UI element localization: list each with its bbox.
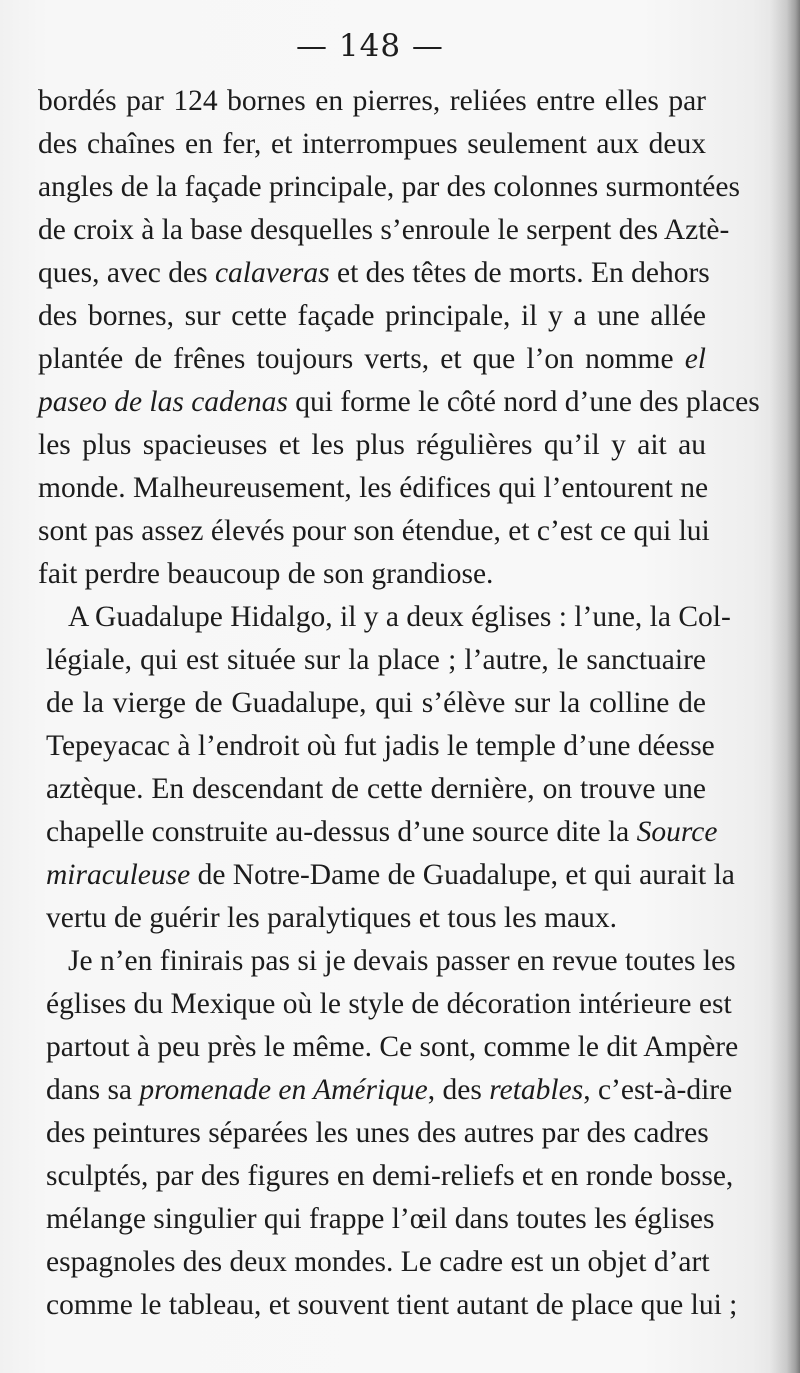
text-segment: bordés par 124 bornes en pierres, reliées entre elles par	[38, 85, 706, 117]
text-segment: églises du Mexique où le style de décoration intérieure est	[46, 988, 732, 1020]
text-segment: Tepeyacac à l’endroit où fut jadis le temple d’une déesse	[46, 730, 715, 762]
text-segment: aztèque. En descendant de cette dernière, on trouve une	[46, 773, 706, 805]
text-segment: chapelle construite au-dessus d’une source dite la	[46, 816, 637, 848]
text-line	[38, 811, 718, 854]
text-line	[38, 295, 706, 338]
text-line	[38, 983, 732, 1026]
text-segment: des peintures séparées les unes des autres par des cadres	[46, 1117, 709, 1149]
text-line	[38, 768, 706, 811]
italic-text: miraculeuse	[46, 859, 191, 891]
text-line	[38, 596, 731, 639]
text-segment: monde. Malheureusement, les édifices qui l’entourent ne	[38, 472, 709, 504]
text-line	[38, 682, 706, 725]
text-line	[38, 1155, 734, 1198]
text-line	[38, 123, 706, 166]
text-line	[38, 467, 709, 510]
page-number: — 148 —	[296, 28, 444, 64]
text-segment: vertu de guérir les paralytiques et tous les maux.	[46, 902, 617, 934]
page-binding-shadow	[770, 0, 800, 1373]
text-line	[38, 725, 715, 768]
text-segment: et des têtes de morts. En dehors	[329, 257, 710, 289]
text-segment: de la vierge de Guadalupe, qui s’élève sur la colline de	[46, 687, 706, 719]
text-segment: des bornes, sur cette façade principale, il y a une allée	[38, 300, 706, 332]
text-line	[38, 166, 740, 209]
text-line	[38, 338, 706, 381]
text-line	[38, 553, 706, 596]
text-line	[38, 1069, 733, 1112]
text-segment: mélange singulier qui frappe l’œil dans toutes les églises	[46, 1203, 715, 1235]
text-line	[38, 510, 710, 553]
text-line	[38, 209, 730, 252]
text-segment: A Guadalupe Hidalgo, il y a deux églises : l’une, la Col-	[68, 601, 731, 633]
text-line	[38, 639, 706, 682]
text-segment: , c’est-à-dire	[583, 1074, 733, 1106]
text-line	[38, 1241, 710, 1284]
text-segment: de Notre-Dame de Guadalupe, et qui aurait la	[190, 859, 735, 891]
text-segment: , des	[427, 1074, 490, 1106]
italic-text: paseo de las cadenas	[38, 386, 288, 418]
text-segment: ques, avec des	[38, 257, 215, 289]
italic-text: promenade en Amérique	[139, 1074, 428, 1106]
italic-text: calaveras	[214, 257, 330, 289]
italic-text: Source	[636, 816, 718, 848]
text-segment: les plus spacieuses et les plus régulières qu’il y ait au	[38, 429, 706, 461]
text-segment: angles de la façade principale, par des colonnes surmontées	[38, 171, 740, 203]
text-segment: dans sa	[46, 1074, 140, 1106]
text-line	[38, 252, 710, 295]
italic-text: el	[684, 343, 706, 375]
text-line	[38, 381, 760, 424]
text-segment: partout à peu près le même. Ce sont, comme le dit Ampère	[46, 1031, 739, 1063]
text-segment: sont pas assez élevés pour son étendue, et c’est ce qui lui	[38, 515, 710, 547]
text-segment: plantée de frênes toujours verts, et que l’on nomme	[38, 343, 685, 375]
text-segment: Je n’en finirais pas si je devais passer en revue toutes les	[68, 945, 736, 977]
text-line	[38, 1284, 738, 1327]
italic-text: retables	[489, 1074, 584, 1106]
text-segment: de croix à la base desquelles s’enroule le serpent des Aztè-	[38, 214, 730, 246]
body-text	[38, 80, 760, 1327]
text-line	[38, 897, 706, 940]
text-line	[38, 1198, 715, 1241]
text-segment: des chaînes en fer, et interrompues seulement aux deux	[38, 128, 706, 160]
text-line	[38, 424, 706, 467]
text-segment: sculptés, par des figures en demi-reliefs et en ronde bosse,	[46, 1160, 734, 1192]
text-line	[38, 854, 735, 897]
text-segment: légiale, qui est située sur la place ; l’autre, le sanctuaire	[46, 644, 706, 676]
text-segment: comme le tableau, et souvent tient autant de place que lui ;	[46, 1289, 738, 1321]
text-segment: espagnoles des deux mondes. Le cadre est un objet d’art	[46, 1246, 710, 1278]
text-segment: fait perdre beaucoup de son grandiose.	[38, 558, 494, 590]
text-line	[38, 1026, 739, 1069]
text-line	[38, 80, 706, 123]
text-line	[38, 940, 736, 983]
text-segment: qui forme le côté nord d’une des places	[287, 386, 760, 418]
text-line	[38, 1112, 709, 1155]
